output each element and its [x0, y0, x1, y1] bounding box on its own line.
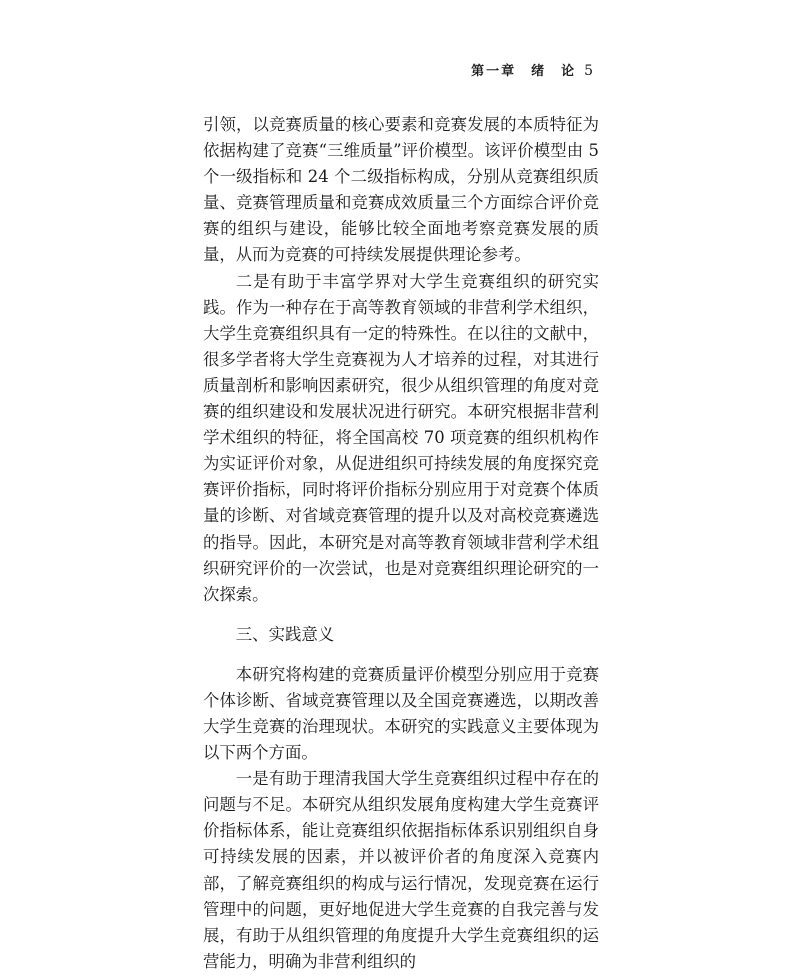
body-text [203, 112, 599, 975]
running-header [471, 60, 595, 79]
paragraph-continued: 引领，以竞赛质量的核心要素和竞赛发展的本质特征为依据构建了竞赛“三维质量”评价模型。该评价模型由 5 个一级指标和 24 个二级指标构成，分别从竞赛组织质量、竞赛管理质量和竞赛成效质量三个方面综合评价竞赛的组织与建设，能够比较全面地考察竞赛发展的质量，从而为竞赛的可持续发展提供理论参考。 [203, 115, 599, 265]
chapter-title: 第一章 绪 论 [471, 64, 577, 79]
paragraph-practical-intro: 本研究将构建的竞赛质量评价模型分别应用于竞赛个体诊断、省域竞赛管理以及全国竞赛遴选，以期改善大学生竞赛的治理现状。本研究的实践意义主要体现为以下两个方面。 [203, 664, 599, 763]
section-heading-practical-significance: 三、实践意义 [235, 624, 335, 644]
paragraph-academic-significance-2: 二是有助于丰富学界对大学生竞赛组织的研究实践。作为一种存在于高等教育领域的非营利学术组织，大学生竞赛组织具有一定的特殊性。在以往的文献中，很多学者将大学生竞赛视为人才培养的过程，对其进行质量剖析和影响因素研究，很少从组织管理的角度对竞赛的组织建设和发展状况进行研究。本研究根据非营利学术组织的特征，将全国高校 70 项竞赛的组织机构作为实证评价对象，从促进组织可持续发展的角度探究竞赛评价指标，同时将评价指标分别应用于对竞赛个体质量的诊断、对省域竞赛管理的提升以及对高校竞赛遴选的指导。因此，本研究是对高等教育领域非营利学术组织研究评价的一次尝试，也是对竞赛组织理论研究的一次探索。 [203, 271, 599, 604]
paragraph-practical-significance-1: 一是有助于理清我国大学生竞赛组织过程中存在的问题与不足。本研究从组织发展角度构建大学生竞赛评价指标体系，能让竞赛组织依据指标体系识别组织自身可持续发展的因素，并以被评价者的角度深入竞赛内部，了解竞赛组织的构成与运行情况，发现竞赛在运行管理中的问题，更好地促进大学生竞赛的自我完善与发展，有助于从组织管理的角度提升大学生竞赛组织的运营能力，明确为非营利组织的 [203, 769, 599, 971]
page-number: 5 [584, 63, 595, 79]
